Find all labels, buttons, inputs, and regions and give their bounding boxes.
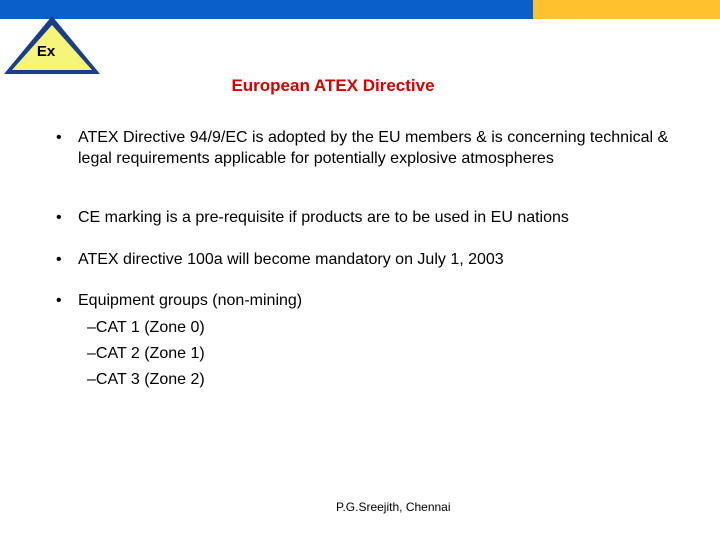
bullet-marker: • xyxy=(56,251,62,268)
footer-credit: P.G.Sreejith, Chennai xyxy=(336,500,451,514)
sub-item: –CAT 2 (Zone 1) xyxy=(87,345,205,362)
bullet-marker: • xyxy=(56,129,62,146)
bullet-item xyxy=(56,128,696,169)
bullet-text: Equipment groups (non-mining) xyxy=(78,292,303,309)
header-bar-yellow xyxy=(533,0,720,19)
bullet-text: ATEX directive 100a will become mandatory on July 1, 2003 xyxy=(78,251,504,268)
bullet-item xyxy=(56,208,696,229)
sub-item: –CAT 1 (Zone 0) xyxy=(87,319,205,336)
ex-logo-text: Ex xyxy=(36,43,56,60)
bullet-marker: • xyxy=(56,209,62,226)
bullet-text: ATEX Directive 94/9/EC is adopted by the EU members & is concerning technical & legal requirements applicable for potentially explosive atmospheres xyxy=(78,129,669,167)
bullet-item xyxy=(56,291,696,312)
bullet-marker: • xyxy=(56,292,62,309)
slide-title: European ATEX Directive xyxy=(231,76,435,95)
ex-warning-logo xyxy=(0,12,104,78)
bullet-item xyxy=(56,250,696,271)
sub-item: –CAT 3 (Zone 2) xyxy=(87,371,205,388)
bullet-text: CE marking is a pre-requisite if products are to be used in EU nations xyxy=(78,209,569,226)
